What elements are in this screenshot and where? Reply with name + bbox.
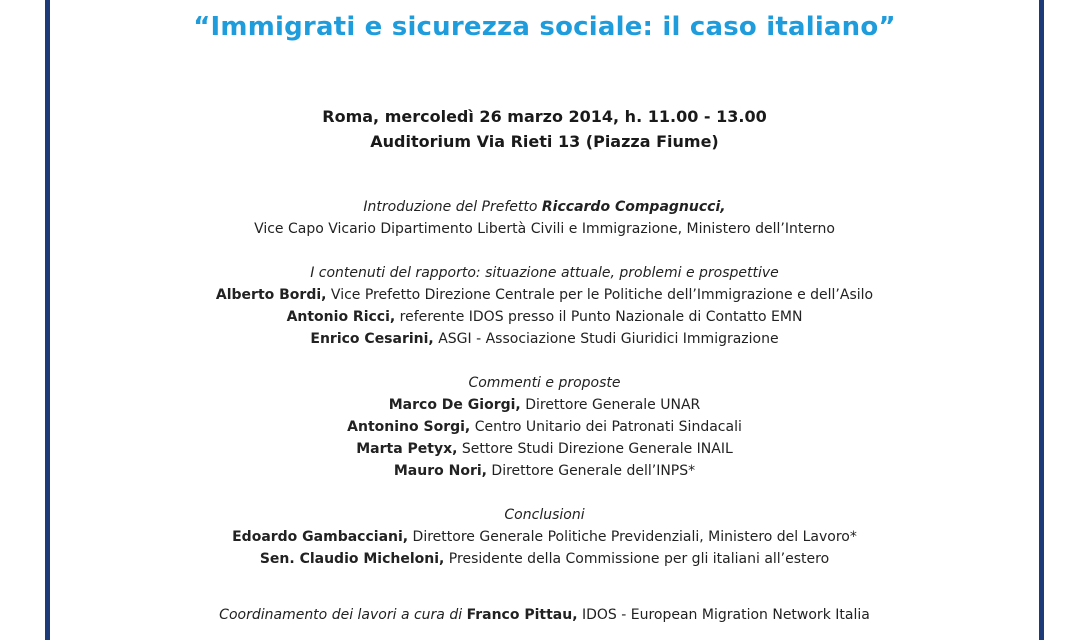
- comments-heading: Commenti e proposte: [468, 375, 621, 391]
- page-border-right: [1039, 0, 1044, 640]
- speaker-line: Enrico Cesarini, ASGI - Associazione Studi Giuridici Immigrazione: [310, 331, 779, 347]
- speaker-line: Sen. Claudio Micheloni, Presidente della Commissione per gli italiani all’estero: [259, 551, 830, 567]
- intro-speaker: Riccardo Compagnucci,: [541, 199, 726, 215]
- speaker-line: Alberto Bordi, Vice Prefetto Direzione Centrale per le Politiche dell’Immigrazione e dell’Asilo: [215, 287, 874, 303]
- report-heading: I contenuti del rapporto: situazione attuale, problemi e prospettive: [310, 265, 779, 281]
- speaker-line: Marta Petyx, Settore Studi Direzione Generale INAIL: [356, 441, 733, 457]
- speaker-line: Edoardo Gambacciani, Direttore Generale Politiche Previdenziali, Ministero del Lavoro*: [232, 529, 857, 545]
- event-date-time: Roma, mercoledì 26 marzo 2014, h. 11.00 - 13.00: [322, 107, 767, 126]
- coordination-line: Coordinamento dei lavori a cura di Franco Pittau, IDOS - European Migration Network Italia: [219, 607, 870, 623]
- speaker-line: Marco De Giorgi, Direttore Generale UNAR: [388, 397, 701, 413]
- conclusions-heading: Conclusioni: [504, 507, 585, 523]
- event-venue: Auditorium Via Rieti 13 (Piazza Fiume): [370, 132, 719, 151]
- intro-heading: Introduzione del Prefetto Riccardo Compagnucci,: [363, 199, 726, 215]
- speaker-line: Mauro Nori, Direttore Generale dell’INPS*: [393, 463, 696, 479]
- speaker-line: Antonino Sorgi, Centro Unitario dei Patronati Sindacali: [347, 419, 742, 435]
- intro-role: Vice Capo Vicario Dipartimento Libertà Civili e Immigrazione, Ministero dell’Interno: [254, 221, 835, 237]
- event-title: “Immigrati e sicurezza sociale: il caso italiano”: [193, 12, 896, 42]
- program: [50, 196, 1039, 626]
- event-info: [50, 104, 1039, 154]
- speaker-line: Antonio Ricci, referente IDOS presso il Punto Nazionale di Contatto EMN: [286, 309, 803, 325]
- document-page: [50, 0, 1039, 640]
